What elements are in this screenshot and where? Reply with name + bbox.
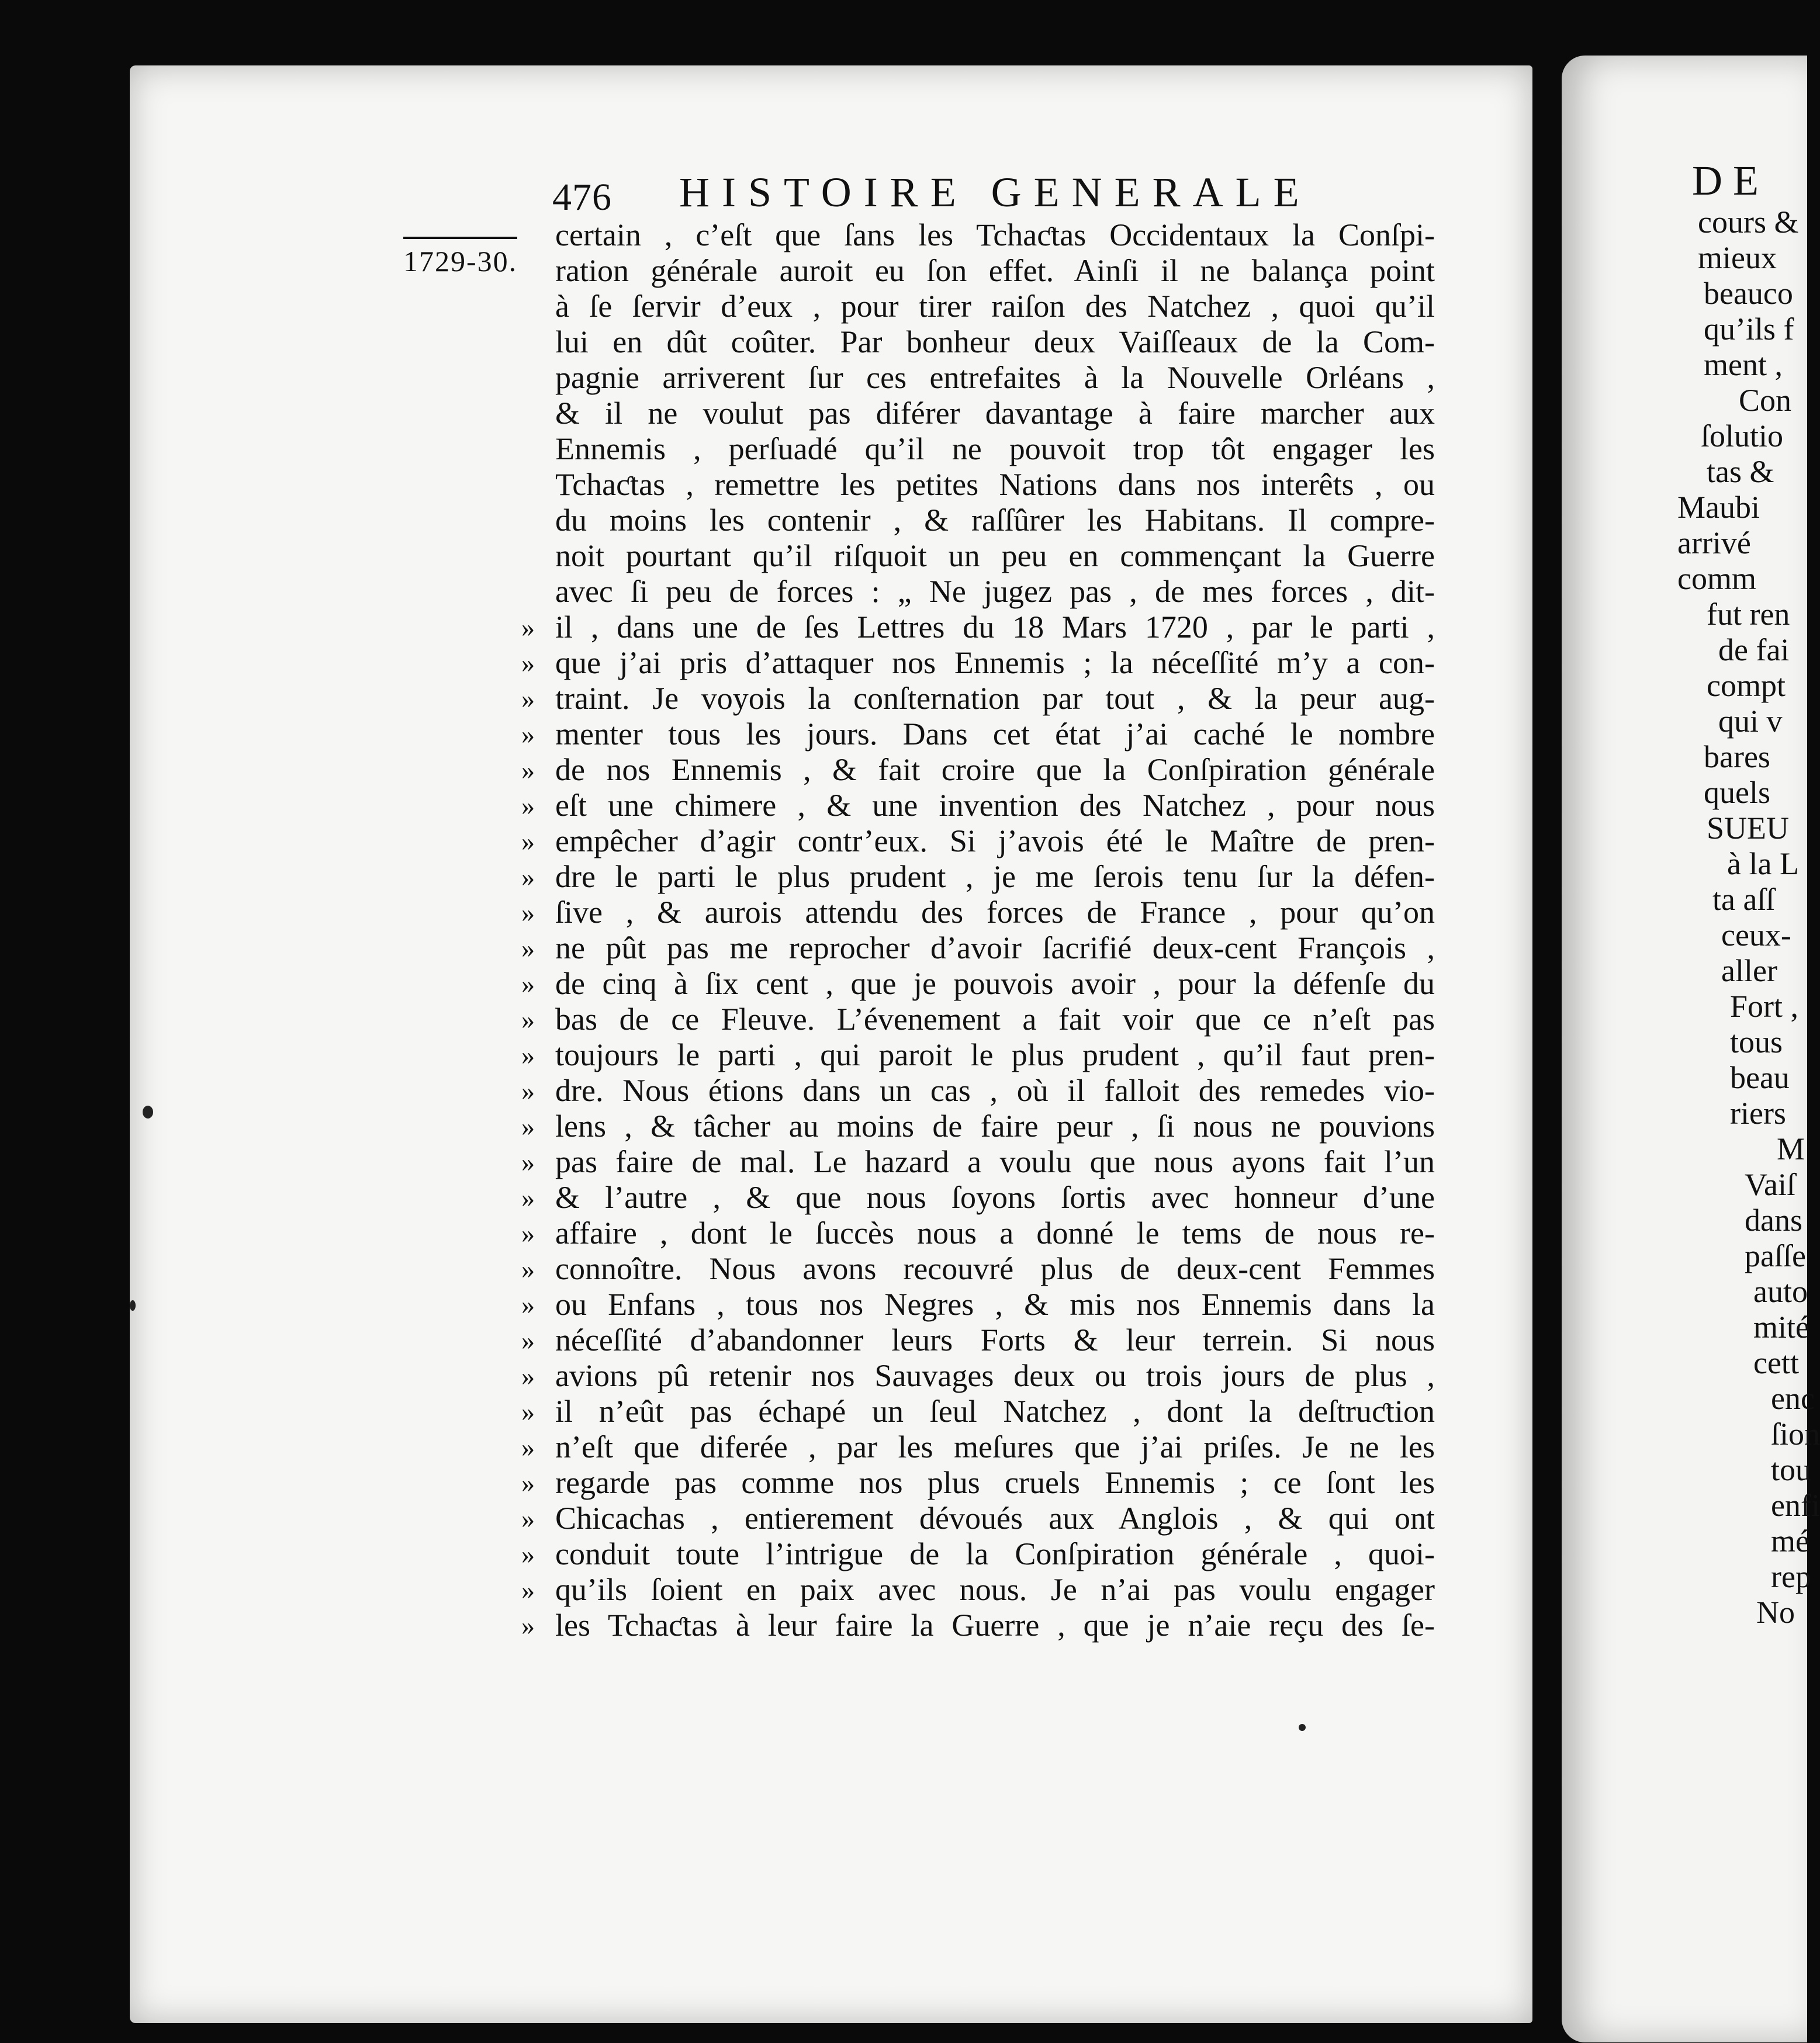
quote-mark: » xyxy=(521,1147,535,1177)
right-text-line: ſolutio xyxy=(1701,418,1784,453)
paper-speck xyxy=(143,1106,153,1119)
line-text: à ſe ſervir d’eux , pour tirer raiſon des Natchez , quoi qu’il xyxy=(555,289,1435,324)
text-line xyxy=(521,1216,1435,1251)
text-line xyxy=(555,360,1435,396)
line-text: pagnie arriverent ſur ces entrefaites à la Nouvelle Orléans , xyxy=(555,360,1435,395)
right-text-line: à la L xyxy=(1727,846,1799,881)
line-text: du moins les contenir , & raſſûrer les Habitans. Il compre- xyxy=(555,503,1435,538)
line-text: toujours le parti , qui paroit le plus prudent , qu’il faut pren- xyxy=(555,1037,1435,1072)
quote-mark: » xyxy=(521,1325,535,1355)
quote-mark: » xyxy=(521,684,535,714)
right-text-line: cours & xyxy=(1698,205,1799,240)
text-line xyxy=(521,681,1435,716)
quote-mark: » xyxy=(521,1397,535,1426)
line-text: il , dans une de ſes Lettres du 18 Mars 1720 , par le parti , xyxy=(555,610,1435,645)
right-text-line: comm xyxy=(1677,561,1756,596)
running-title: HISTOIRE GENERALE xyxy=(679,169,1312,216)
right-text-line: cett xyxy=(1753,1345,1799,1380)
right-text-line: mieux xyxy=(1698,240,1777,275)
quote-mark: » xyxy=(521,1575,535,1605)
right-text-line: auto xyxy=(1753,1274,1808,1309)
line-text: & l’autre , & que nous ſoyons ſortis avec honneur d’une xyxy=(555,1180,1435,1215)
right-text-line: ta aſſ xyxy=(1712,882,1775,917)
text-line xyxy=(521,645,1435,681)
quote-mark: » xyxy=(521,1290,535,1320)
quote-mark: » xyxy=(521,791,535,820)
text-line xyxy=(555,217,1435,253)
line-text: n’eſt que diferée , par les meſures que j’ai priſes. Je ne les xyxy=(555,1429,1435,1464)
line-text: il n’eût pas échapé un ſeul Natchez , dont la deſtruƈtion xyxy=(555,1394,1435,1429)
quote-mark: » xyxy=(521,1361,535,1391)
line-text: noit pourtant qu’il riſquoit un peu en commençant la Guerre xyxy=(555,538,1435,573)
right-text-line: Vaiſ xyxy=(1745,1167,1795,1202)
line-text: qu’ils ſoient en paix avec nous. Je n’ai pas voulu engager xyxy=(555,1572,1435,1607)
text-line xyxy=(521,752,1435,788)
margin-date-rule xyxy=(403,237,517,239)
right-text-line: arrivé xyxy=(1677,525,1751,560)
right-text-line: beauco xyxy=(1704,276,1793,311)
quote-mark: » xyxy=(521,898,535,927)
quote-mark: » xyxy=(521,969,535,999)
right-text-line: No xyxy=(1756,1595,1795,1630)
line-text: connoître. Nous avons recouvré plus de deux-cent Femmes xyxy=(555,1251,1435,1286)
text-line xyxy=(521,1465,1435,1501)
quote-mark: » xyxy=(521,1183,535,1213)
text-line xyxy=(521,1572,1435,1608)
line-text: ſive , & aurois attendu des forces de France , pour qu’on xyxy=(555,895,1435,930)
text-line xyxy=(521,1287,1435,1322)
body-text xyxy=(521,217,1435,1643)
text-line xyxy=(521,1180,1435,1216)
right-text-line: Fort , xyxy=(1730,989,1799,1024)
text-line xyxy=(521,1358,1435,1394)
line-text: dre le parti le plus prudent , je me ſerois tenu ſur la défen- xyxy=(555,859,1435,894)
line-text: traint. Je voyois la conſternation par tout , & la peur aug- xyxy=(555,681,1435,716)
line-text: pas faire de mal. Le hazard a voulu que nous ayons fait l’un xyxy=(555,1144,1435,1179)
right-text-line: enc xyxy=(1771,1381,1815,1416)
right-text-line: Maubi xyxy=(1677,490,1760,525)
text-line xyxy=(555,253,1435,289)
text-line xyxy=(521,1394,1435,1429)
quote-mark: » xyxy=(521,719,535,749)
right-text-line: rep xyxy=(1771,1559,1811,1594)
right-text-line: mé xyxy=(1771,1523,1809,1559)
text-line xyxy=(521,1073,1435,1109)
quote-mark: » xyxy=(521,648,535,678)
quote-mark: » xyxy=(521,1432,535,1462)
line-text: & il ne voulut pas diférer davantage à faire marcher aux xyxy=(555,396,1435,431)
quote-mark: » xyxy=(521,755,535,785)
right-text-line: de fai xyxy=(1718,632,1790,667)
text-line xyxy=(521,716,1435,752)
quote-mark: » xyxy=(521,1254,535,1284)
quote-mark: » xyxy=(521,1468,535,1498)
line-text: dre. Nous étions dans un cas , où il falloit des remedes vio- xyxy=(555,1073,1435,1108)
text-line xyxy=(555,396,1435,431)
line-text: de nos Ennemis , & fait croire que la Conſpiration générale xyxy=(555,752,1435,787)
text-line xyxy=(521,895,1435,930)
line-text: conduit toute l’intrigue de la Conſpiration générale , quoi- xyxy=(555,1536,1435,1571)
right-text-line: bares xyxy=(1704,739,1770,774)
text-line xyxy=(521,1109,1435,1144)
text-line xyxy=(555,538,1435,574)
line-text: avec ſi peu de forces : „ Ne jugez pas , de mes forces , dit- xyxy=(555,574,1435,609)
line-text: affaire , dont le ſuccès nous a donné le tems de nous re- xyxy=(555,1216,1435,1251)
right-text-line: qu’ils f xyxy=(1704,311,1794,347)
quote-mark: » xyxy=(521,1218,535,1248)
text-line xyxy=(555,574,1435,610)
line-text: néceſſité d’abandonner leurs Forts & leur terrein. Si nous xyxy=(555,1322,1435,1358)
quote-mark: » xyxy=(521,1111,535,1141)
line-text: Tchaƈtas , remettre les petites Nations dans nos interêts , ou xyxy=(555,467,1435,502)
line-text: lui en dût coûter. Par bonheur deux Vaiſſeaux de la Com- xyxy=(555,324,1435,359)
text-line xyxy=(521,1429,1435,1465)
text-line xyxy=(521,788,1435,823)
right-text-line: enfi xyxy=(1771,1488,1820,1523)
right-text-line: quels xyxy=(1704,775,1770,810)
right-text-line: dans xyxy=(1745,1203,1802,1238)
right-text-line: ment , xyxy=(1704,347,1783,382)
right-text-line: beau xyxy=(1730,1060,1790,1095)
page-number: 476 xyxy=(552,176,612,219)
right-text-line: Con xyxy=(1739,383,1792,418)
line-text: bas de ce Fleuve. L’évenement a fait voir que ce n’eſt pas xyxy=(555,1002,1435,1037)
paper-speck xyxy=(130,1300,136,1311)
quote-mark: » xyxy=(521,1539,535,1569)
line-text: empêcher d’agir contr’eux. Si j’avois été le Maître de pren- xyxy=(555,823,1435,858)
quote-mark: » xyxy=(521,862,535,892)
text-line xyxy=(555,289,1435,324)
line-text: lens , & tâcher au moins de faire peur , ſi nous ne pouvions xyxy=(555,1109,1435,1144)
right-text-line: M xyxy=(1777,1131,1805,1166)
paper-speck xyxy=(1299,1724,1306,1731)
text-line xyxy=(521,859,1435,895)
right-text-line: mité xyxy=(1753,1310,1809,1345)
text-line xyxy=(521,1251,1435,1287)
line-text: que j’ai pris d’attaquer nos Ennemis ; la néceſſité m’y a con- xyxy=(555,645,1435,680)
text-line xyxy=(521,966,1435,1002)
quote-mark: » xyxy=(521,1076,535,1106)
line-text: ration générale auroit eu ſon effet. Ainſi il ne balança point xyxy=(555,253,1435,288)
right-text-line: aller xyxy=(1721,953,1777,988)
line-text: avions pû retenir nos Sauvages deux ou trois jours de plus , xyxy=(555,1358,1435,1393)
quote-mark: » xyxy=(521,612,535,642)
text-line xyxy=(521,1536,1435,1572)
quote-mark: » xyxy=(521,1040,535,1070)
line-text: Ennemis , perſuadé qu’il ne pouvoit trop tôt engager les xyxy=(555,431,1435,466)
quote-mark: » xyxy=(521,1611,535,1640)
text-line xyxy=(521,1002,1435,1037)
text-line xyxy=(555,467,1435,503)
quote-mark: » xyxy=(521,1504,535,1533)
text-line xyxy=(555,324,1435,360)
line-text: Chicachas , entierement dévoués aux Anglois , & qui ont xyxy=(555,1501,1435,1536)
line-text: les Tchaƈtas à leur faire la Guerre , que je n’aie reçu des ſe- xyxy=(555,1608,1435,1643)
text-line xyxy=(521,610,1435,645)
quote-mark: » xyxy=(521,933,535,963)
text-line xyxy=(521,1144,1435,1180)
margin-date: 1729-30. xyxy=(403,245,518,278)
right-text-line: qui v xyxy=(1718,704,1783,739)
text-line xyxy=(555,503,1435,538)
text-line xyxy=(521,823,1435,859)
line-text: regarde pas comme nos plus cruels Ennemis ; ce ſont les xyxy=(555,1465,1435,1500)
line-text: eſt une chimere , & une invention des Natchez , pour nous xyxy=(555,788,1435,823)
text-line xyxy=(521,930,1435,966)
quote-mark: » xyxy=(521,826,535,856)
line-text: certain , c’eſt que ſans les Tchaƈtas Occidentaux la Conſpi- xyxy=(555,217,1435,252)
right-text-line: compt xyxy=(1707,668,1786,703)
right-text-line: tas & xyxy=(1707,454,1774,489)
text-line xyxy=(555,431,1435,467)
right-text-line: riers xyxy=(1730,1096,1786,1131)
right-text-line: fut ren xyxy=(1707,597,1790,632)
line-text: ne pût pas me reprocher d’avoir ſacrifié deux-cent François , xyxy=(555,930,1435,965)
right-text-line: SUEU xyxy=(1707,811,1790,846)
line-text: menter tous les jours. Dans cet état j’ai caché le nombre xyxy=(555,716,1435,752)
right-text-line: ceux- xyxy=(1721,917,1791,953)
text-line xyxy=(521,1501,1435,1536)
text-line xyxy=(521,1608,1435,1643)
line-text: ou Enfans , tous nos Negres , & mis nos Ennemis dans la xyxy=(555,1287,1435,1322)
right-text-line: ſion xyxy=(1771,1417,1820,1452)
quote-mark: » xyxy=(521,1005,535,1034)
right-text-line: paſſe xyxy=(1745,1238,1806,1273)
text-line xyxy=(521,1322,1435,1358)
text-line xyxy=(521,1037,1435,1073)
right-running-title: DE xyxy=(1692,157,1769,204)
line-text: de cinq à ſix cent , que je pouvois avoir , pour la défenſe du xyxy=(555,966,1435,1001)
right-text-line: tou xyxy=(1771,1452,1812,1487)
right-text-line: tous xyxy=(1730,1024,1783,1059)
